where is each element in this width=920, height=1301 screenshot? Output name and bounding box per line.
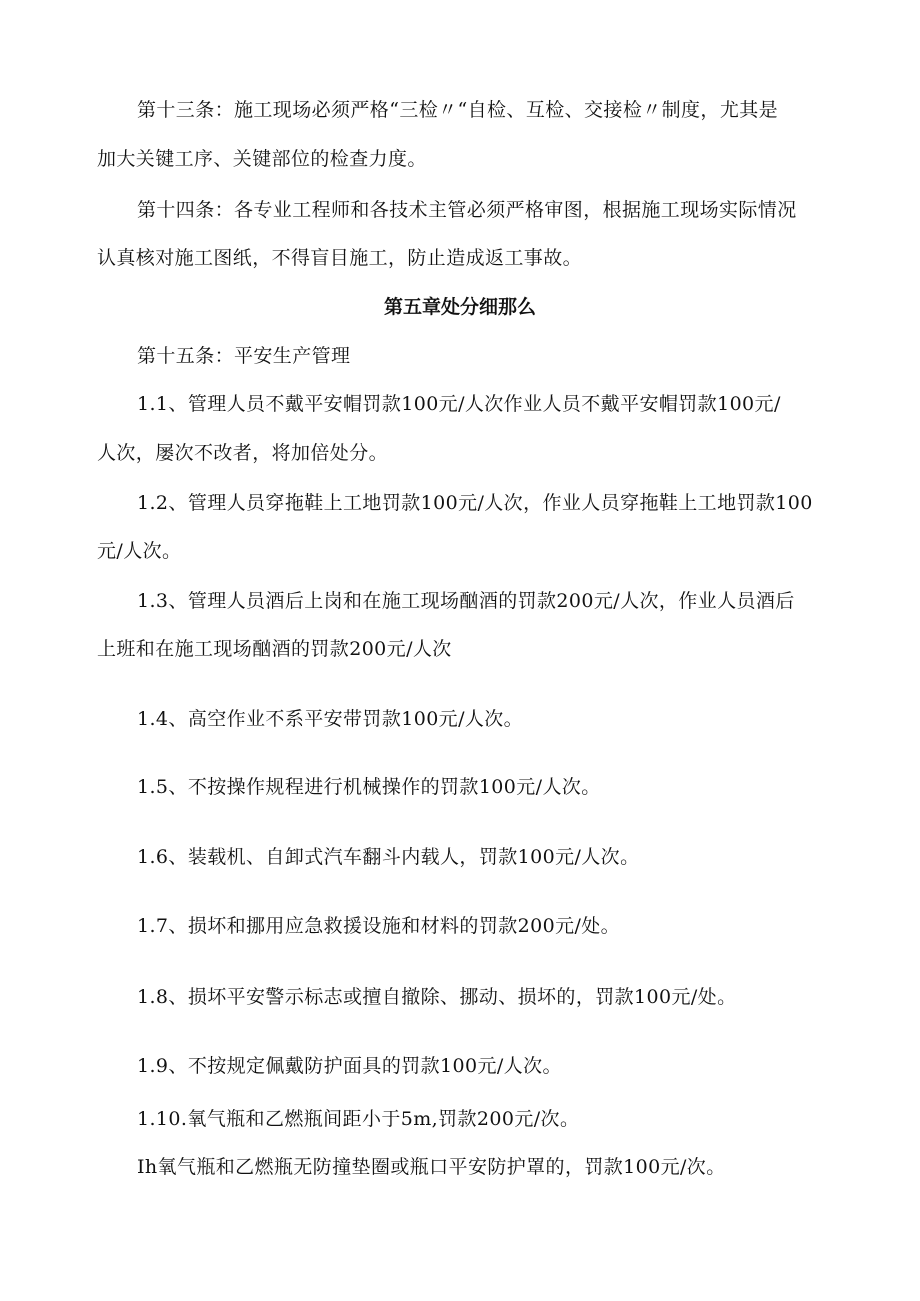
article-14-line-2: 认真核对施工图纸，不得盲目施工，防止造成返工事故。 xyxy=(97,247,583,269)
item-1-2-line-1: 1.2、管理人员穿拖鞋上工地罚款100元/人次，作业人员穿拖鞋上工地罚款100 xyxy=(137,492,813,514)
item-1-3-line-2: 上班和在施工现场酗酒的罚款200元/人次 xyxy=(97,638,452,660)
article-13-line-1: 第十三条：施工现场必须严格“三检〃“自检、互检、交接检〃制度，尤其是 xyxy=(137,99,779,121)
item-1-5: 1.5、不按操作规程进行机械操作的罚款100元/人次。 xyxy=(137,776,601,798)
article-13-line-2: 加大关键工序、关键部位的检查力度。 xyxy=(97,148,427,170)
article-14-line-1: 第十四条：各专业工程师和各技术主管必须严格审图，根据施工现场实际情况 xyxy=(137,199,797,221)
item-1-1-line-1: 1.1、管理人员不戴平安帽罚款100元/人次作业人员不戴平安帽罚款100元/ xyxy=(137,393,781,415)
item-1-1-line-2: 人次，屡次不改者，将加倍处分。 xyxy=(97,442,389,464)
chapter-title: 第五章处分细那么 xyxy=(383,296,536,318)
item-1-7: 1.7、损坏和挪用应急救援设施和材料的罚款200元/处。 xyxy=(137,915,621,937)
item-1-2-line-2: 元/人次。 xyxy=(97,540,182,562)
item-1-10: 1.10.氧气瓶和乙燃瓶间距小于5m,罚款200元/次。 xyxy=(137,1108,580,1130)
item-1-8: 1.8、损坏平安警示标志或擅自撤除、挪动、损坏的，罚款100元/处。 xyxy=(137,986,737,1008)
item-1-9: 1.9、不按规定佩戴防护面具的罚款100元/人次。 xyxy=(137,1055,562,1077)
item-1-6: 1.6、装载机、自卸式汽车翻斗内载人，罚款100元/人次。 xyxy=(137,846,640,868)
item-1-3-line-1: 1.3、管理人员酒后上岗和在施工现场酗酒的罚款200元/人次，作业人员酒后 xyxy=(137,590,795,612)
item-1-11: Ih氧气瓶和乙燃瓶无防撞垫圈或瓶口平安防护罩的，罚款100元/次。 xyxy=(137,1156,726,1178)
item-1-4: 1.4、高空作业不系平安带罚款100元/人次。 xyxy=(137,708,524,730)
article-15-title: 第十五条：平安生产管理 xyxy=(137,345,351,367)
